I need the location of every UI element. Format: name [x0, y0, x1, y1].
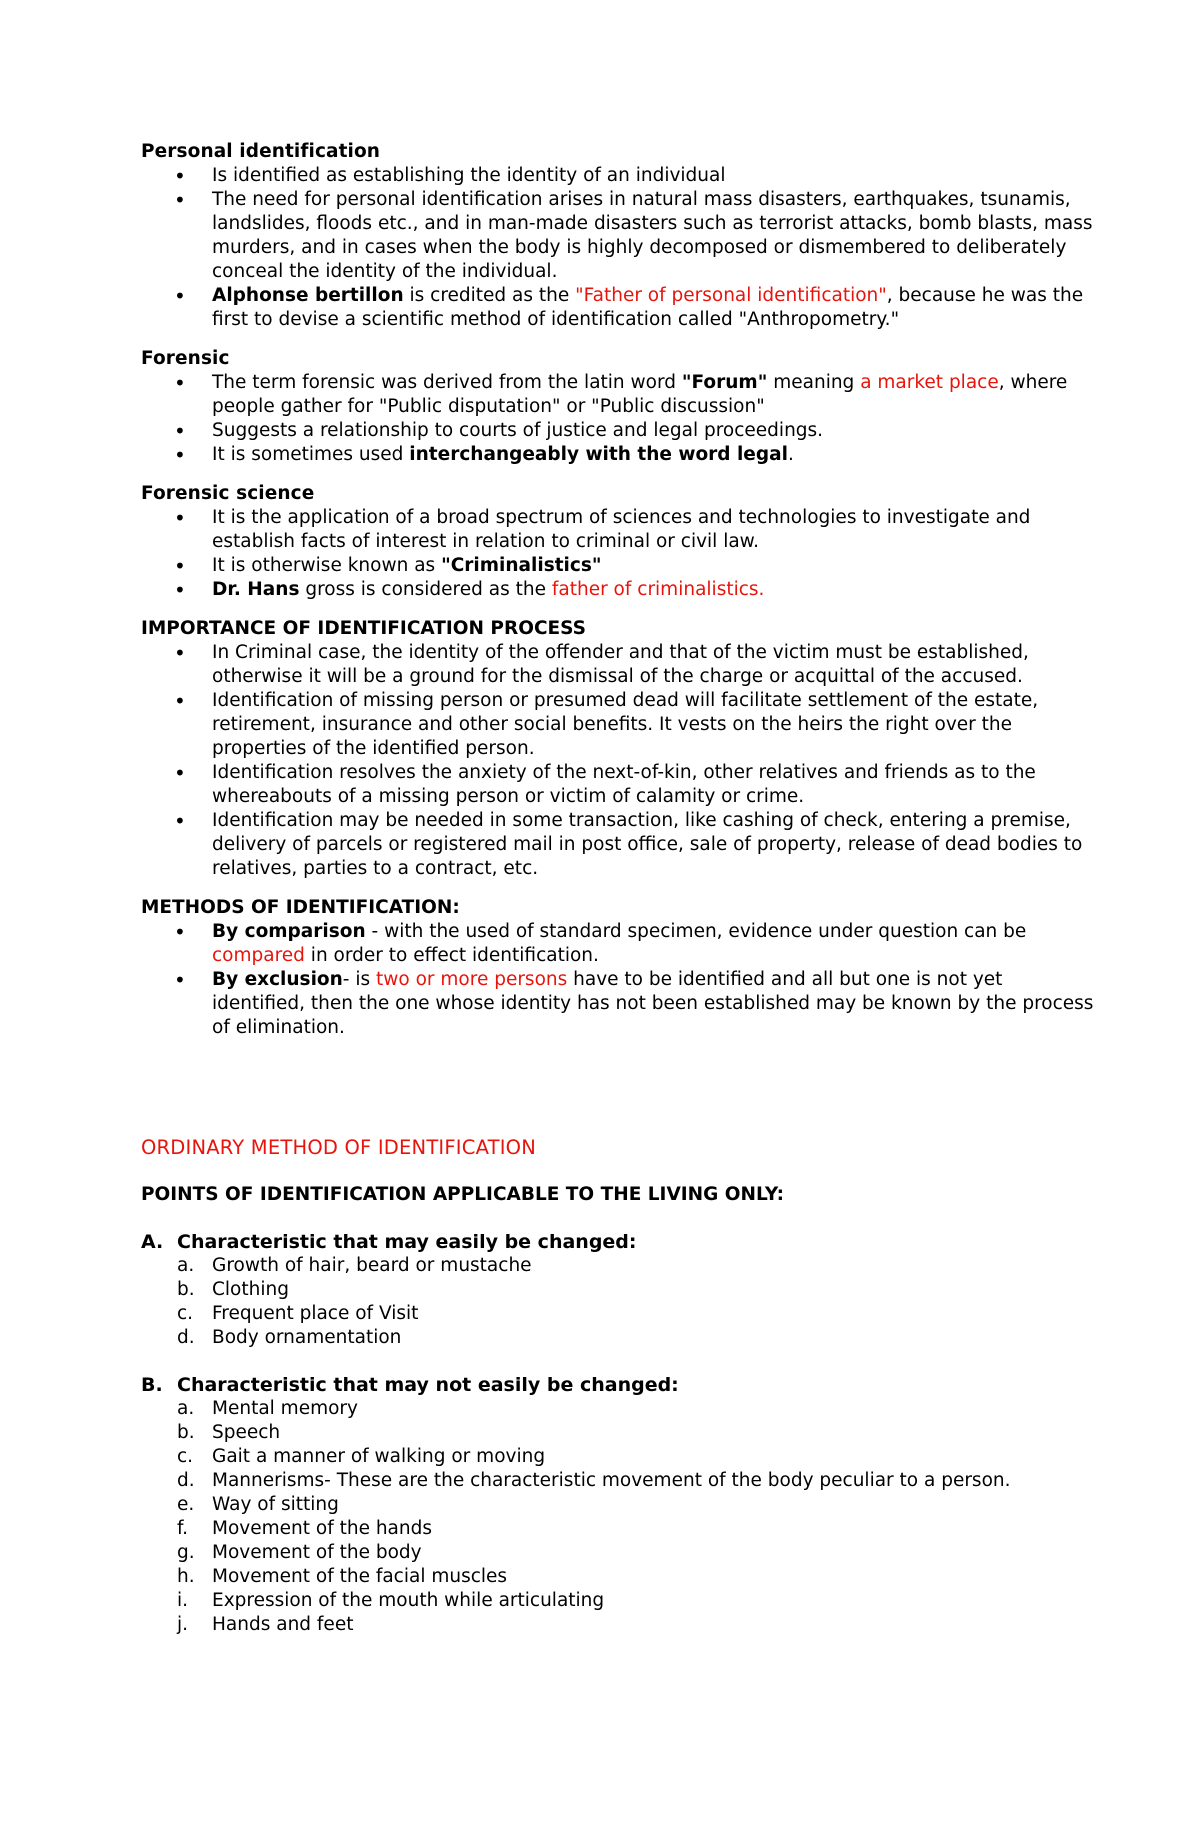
bold-term: Dr. Hans — [212, 579, 300, 600]
list-item — [141, 1397, 1100, 1421]
list-item — [141, 1421, 1100, 1445]
section-heading: Personal identification — [141, 141, 381, 162]
bold-term: "Forum" — [681, 372, 768, 393]
list-item: • The need for personal identification arises in natural mass disasters, earthquakes, tsunamis, landslides, floods etc., and in man-made disasters such as terrorist attacks, bomb blasts, mass murders, and in cases when the body is highly decomposed or dismembered to deliberately conceal the identity of the individual. — [141, 188, 1100, 284]
list-letter: a. — [177, 1398, 195, 1419]
section-heading: IMPORTANCE OF IDENTIFICATION PROCESS — [141, 618, 586, 639]
bold-term: Alphonse bertillon — [212, 285, 404, 306]
list-item: • Alphonse bertillon is credited as the "Father of personal identification", because he was the first to devise a scientific method of identification called "Anthropometry." — [141, 284, 1100, 332]
list-item — [141, 1278, 1100, 1302]
list-letter: c. — [177, 1446, 194, 1467]
list-item — [141, 1613, 1100, 1637]
section-personal-identification — [141, 140, 1100, 332]
list-item — [141, 1302, 1100, 1326]
list-item — [141, 1589, 1100, 1613]
list-letter: h. — [177, 1566, 195, 1587]
red-highlight: father of criminalistics. — [551, 579, 765, 600]
list-item — [141, 1254, 1100, 1278]
list-item: • Dr. Hans gross is considered as the father of criminalistics. — [141, 578, 1100, 602]
section-heading: METHODS OF IDENTIFICATION: — [141, 897, 460, 918]
list-item: • It is otherwise known as "Criminalistics" — [141, 554, 1100, 578]
list-text: Mental memory — [212, 1398, 358, 1419]
list-item — [141, 1517, 1100, 1541]
list-item — [141, 1541, 1100, 1565]
bold-term: "Criminalistics" — [441, 555, 602, 576]
list-letter: d. — [177, 1470, 195, 1491]
bullet-list — [141, 164, 1100, 332]
list-text: Movement of the hands — [212, 1518, 432, 1539]
group-a — [141, 1230, 1100, 1350]
list-letter: d. — [177, 1327, 195, 1348]
list-item: • By exclusion- is two or more persons have to be identified and all but one is not yet identified, then the one whose identity has not been established may be known by the process of elimination. — [141, 968, 1100, 1040]
list-item: • Is identified as establishing the identity of an individual — [141, 164, 1100, 188]
list-text: Movement of the body — [212, 1542, 422, 1563]
list-item: • Identification resolves the anxiety of the next-of-kin, other relatives and friends as to the whereabouts of a missing person or victim of calamity or crime. — [141, 761, 1100, 809]
list-item: • Identification of missing person or presumed dead will facilitate settlement of the estate, retirement, insurance and other social benefits. It vests on the heirs the right over the properties of the identified person. — [141, 689, 1100, 761]
list-item — [141, 1565, 1100, 1589]
list-letter: b. — [177, 1422, 195, 1443]
list-letter: e. — [177, 1494, 195, 1515]
section-methods — [141, 896, 1100, 1040]
list-text: Movement of the facial muscles — [212, 1566, 508, 1587]
list-item: • In Criminal case, the identity of the offender and that of the victim must be established, otherwise it will be a ground for the dismissal of the charge or acquittal of the accused. — [141, 641, 1100, 689]
list-letter: i. — [177, 1590, 189, 1611]
list-item: • Identification may be needed in some transaction, like cashing of check, entering a premise, delivery of parcels or registered mail in post office, sale of property, release of dead bodies to relatives, parties to a contract, etc. — [141, 809, 1100, 881]
list-item — [141, 1326, 1100, 1350]
living-only-subtitle: POINTS OF IDENTIFICATION APPLICABLE TO THE LIVING ONLY: — [141, 1184, 785, 1205]
group-heading: B. Characteristic that may not easily be changed: — [141, 1374, 679, 1396]
list-item — [141, 1493, 1100, 1517]
section-forensic-science — [141, 482, 1100, 602]
list-text: Body ornamentation — [212, 1327, 402, 1348]
list-item: • The term forensic was derived from the latin word "Forum" meaning a market place, where people gather for "Public disputation" or "Public discussion" — [141, 371, 1100, 419]
bold-term: interchangeably with the word legal — [409, 444, 788, 465]
bold-term: By comparison — [212, 921, 366, 942]
group-heading: A. Characteristic that may easily be changed: — [141, 1231, 637, 1253]
bullet-list — [141, 506, 1100, 602]
list-text: Gait a manner of walking or moving — [212, 1446, 546, 1467]
bullet-list — [141, 641, 1100, 881]
list-letter: f. — [177, 1518, 189, 1539]
list-text: Expression of the mouth while articulating — [212, 1590, 605, 1611]
section-heading: Forensic — [141, 348, 230, 369]
red-highlight: two or more persons — [376, 969, 568, 990]
list-letter: b. — [177, 1279, 195, 1300]
list-text: Growth of hair, beard or mustache — [212, 1255, 532, 1276]
list-text: Way of sitting — [212, 1494, 339, 1515]
list-letter: c. — [177, 1303, 194, 1324]
list-item: • By comparison - with the used of standard specimen, evidence under question can be compared in order to effect identification. — [141, 920, 1100, 968]
bold-term: By exclusion — [212, 969, 343, 990]
section-forensic — [141, 347, 1100, 467]
bullet-list — [141, 920, 1100, 1040]
list-text: Frequent place of Visit — [212, 1303, 419, 1324]
lettered-list — [141, 1254, 1100, 1350]
list-item — [141, 1469, 1100, 1493]
list-letter: j. — [177, 1614, 189, 1635]
red-highlight: "Father of personal identification" — [575, 285, 887, 306]
list-letter: g. — [177, 1542, 195, 1563]
section-importance — [141, 617, 1100, 881]
red-highlight: compared — [212, 945, 305, 966]
red-highlight: a market place — [860, 372, 999, 393]
list-item: • It is sometimes used interchangeably with the word legal. — [141, 443, 1100, 467]
list-item: • It is the application of a broad spectrum of sciences and technologies to investigate and establish facts of interest in relation to criminal or civil law. — [141, 506, 1100, 554]
list-text: Speech — [212, 1422, 281, 1443]
list-text: Hands and feet — [212, 1614, 354, 1635]
list-text: Clothing — [212, 1279, 289, 1300]
list-text: Mannerisms- These are the characteristic movement of the body peculiar to a person. — [212, 1470, 1011, 1491]
group-b — [141, 1373, 1100, 1637]
lettered-list — [141, 1397, 1100, 1637]
bullet-list — [141, 371, 1100, 467]
list-letter: a. — [177, 1255, 195, 1276]
section-heading: Forensic science — [141, 483, 315, 504]
ordinary-method-title: ORDINARY METHOD OF IDENTIFICATION — [141, 1136, 536, 1159]
list-item: • Suggests a relationship to courts of justice and legal proceedings. — [141, 419, 1100, 443]
list-item — [141, 1445, 1100, 1469]
